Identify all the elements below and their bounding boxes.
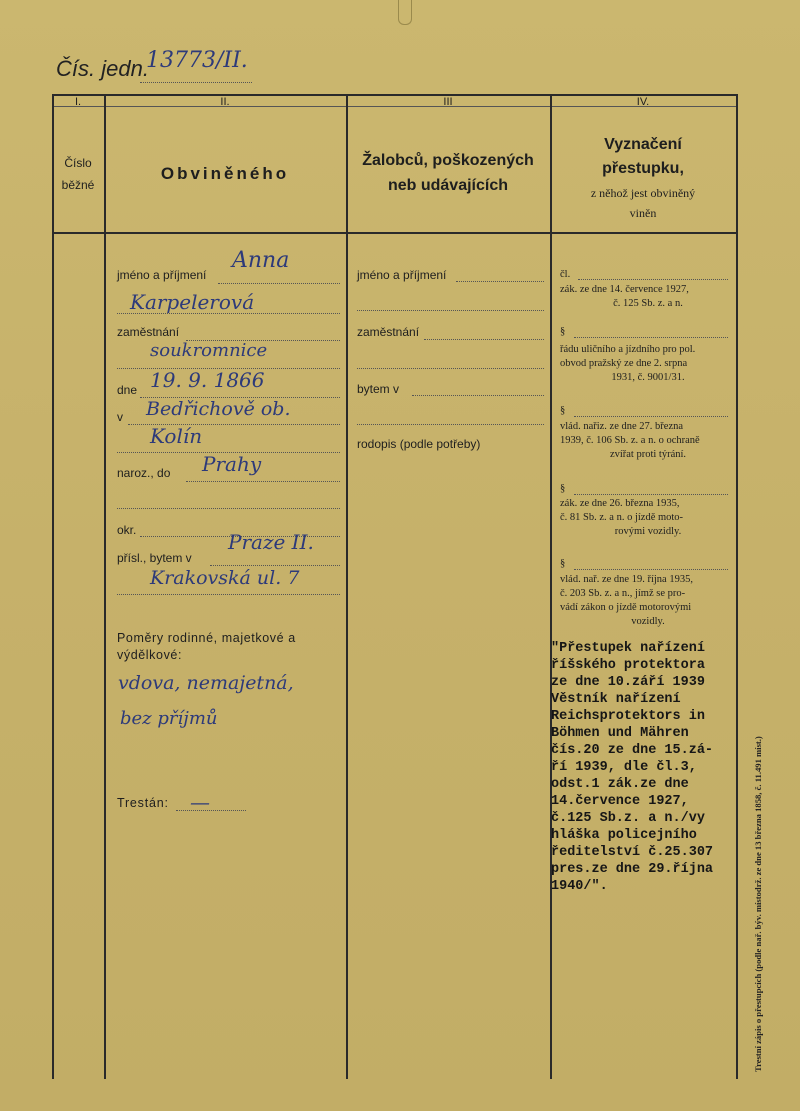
typed-line: 14.července 1927, [551,794,689,809]
dotline [357,310,544,311]
dotline [574,569,728,570]
dotline [574,416,728,417]
offence-b5-l5: vozidly. [631,616,665,627]
col4-subtitle-2: viněn [629,206,657,220]
accused-okr-label: okr. [117,523,137,537]
binding-mark [398,0,412,25]
offence-b5-l3: č. 203 Sb. z. a n., jímž se pro- [560,588,686,599]
offence-b2-l3: obvod pražský ze dne 2. srpna [560,358,688,369]
accused-occupation-label: zaměstnání [117,325,180,339]
offence-b3-l3: 1939, č. 106 Sb. z. a n. o ochraně [560,435,700,446]
accused-born-date: 19. 9. 1866 [150,368,265,392]
accused-punished-label: Trestán: [117,796,169,810]
complainant-residence-label: bytem v [357,382,400,396]
accused-prisl-label: přísl., bytem v [117,551,192,565]
accused-name-label: jméno a příjmení [117,268,207,282]
dotline [424,339,544,340]
offence-b3-l1: § [560,405,566,416]
dotline [117,508,340,509]
col4-title-2: přestupku, [602,160,684,177]
col-divider-1 [104,94,106,1079]
offence-b2-l2: řádu uličního a jízdního pro pol. [560,344,696,355]
offence-b5-l1: § [560,558,566,569]
dotline [412,395,544,396]
typed-line: pres.ze dne 29.října [551,862,714,877]
dotline [218,283,340,284]
typed-line: hláška policejního [551,828,697,843]
accused-place-1: Bedřichově ob. [146,398,291,420]
typed-line: ří 1939, dle čl.3, [551,760,697,775]
accused-punished-value: — [190,790,210,814]
typed-line: říšského protektora [551,658,705,673]
accused-family-value-2: bez příjmů [120,708,218,729]
col1-title-2: běžné [61,178,95,192]
offence-typed-text [551,640,737,895]
typed-line: Böhmen und Mähren [551,726,689,741]
col4-subtitle-1: z něhož jest obviněný [590,186,696,200]
offence-b4-l2: zák. ze dne 26. března 1935, [560,498,680,509]
ref-underline [140,82,252,83]
dotline [176,810,246,811]
typed-line: Reichsprotektors in [551,709,705,724]
col-divider-2 [346,94,348,1079]
col4-title-1: Vyznačení [604,136,682,153]
accused-naroz-label: naroz., do [117,466,171,480]
dotline [357,424,544,425]
header-divider [52,232,738,234]
accused-naroz-value: Prahy [202,452,262,476]
complainant-occupation-label: zaměstnání [357,325,420,339]
offence-b5-l2: vlád. nař. ze dne 19. října 1935, [560,574,693,585]
accused-family-label: Poměry rodinné, majetkové a výdělkové: [117,631,296,662]
complainant-name-label: jméno a příjmení [357,268,447,282]
col2-roman: II. [220,96,230,108]
typed-line: odst.1 zák.ze dne [551,777,689,792]
col2-title: Obviněného [160,164,290,183]
ref-label: Čís. jedn. [56,56,149,81]
offence-b3-l2: vlád. nařiz. ze dne 27. března [560,421,684,432]
dotline [578,279,728,280]
accused-place-label: v [117,410,123,424]
col3-title-2: neb udávajících [387,177,509,194]
typed-line: "Přestupek nařízení [551,641,705,656]
dotline [210,565,340,566]
offence-b5-l4: vádí zákon o jízdě motorovými [560,602,692,613]
col3-title-1: Žalobců, poškozených [362,152,534,169]
dotline [117,313,340,314]
typed-line: ředitelství č.25.307 [551,845,714,860]
accused-family-value-1: vdova, nemajetná, [118,672,294,694]
accused-first-name: Anna [232,248,290,273]
dotline [574,494,728,495]
dotline [117,594,340,595]
typed-line: 1940/". [551,879,608,894]
accused-occupation: soukromnice [150,340,268,361]
accused-born-label: dne [117,383,138,397]
accused-place-2: Kolín [150,424,203,448]
offence-b1-l3: č. 125 Sb. z. a n. [613,298,683,309]
accused-surname: Karpelerová [130,290,255,314]
typed-line: Věstník nařízení [551,692,681,707]
accused-address: Krakovská ul. 7 [150,567,300,589]
offence-b3-l4: zvířat proti týrání. [609,449,687,460]
table-left-border [52,94,54,1079]
offence-b1-l2: zák. ze dne 14. července 1927, [560,284,689,295]
offence-b2-l1: § [560,326,566,337]
typed-line: ze dne 10.září 1939 [551,675,705,690]
accused-prisl-value: Praze II. [228,530,314,554]
typed-line: čís.20 ze dne 15.zá- [551,743,714,758]
offence-b4-l4: rovými vozidly. [614,526,682,537]
side-caption: Trestní zápis o přestupcích (podle nař. býv. místodrž. ze dne 13 března 1858, č. 11.491 míst.) [753,736,763,1072]
dotline [357,368,544,369]
dotline [186,481,340,482]
col1-roman: I. [74,96,82,108]
offence-b1-l1: čl. [560,269,571,280]
col4-roman: IV. [636,96,650,108]
offence-b2-l4: 1931, č. 9001/31. [611,372,685,383]
ref-value: 13773/II. [146,48,248,73]
offence-b4-l3: č. 81 Sb. z. a n. o jízdě moto- [560,512,684,523]
dotline [456,281,544,282]
dotline [574,337,728,338]
col1-title-1: Číslo [64,156,92,170]
offence-b4-l1: § [560,483,566,494]
col-divider-3 [550,94,552,1079]
col3-roman: III [443,96,453,108]
typed-line: č.125 Sb.z. a n./vy [551,811,705,826]
table-right-border [736,94,738,1079]
complainant-rodopis-label: rodopis (podle potřeby) [357,437,481,451]
